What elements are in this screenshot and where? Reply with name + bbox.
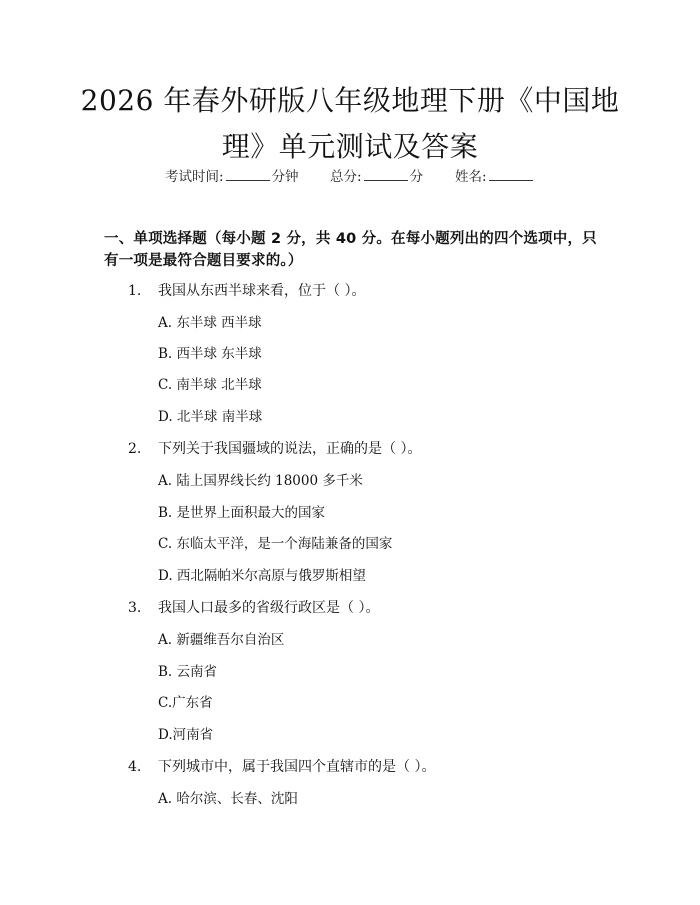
student-name-blank — [489, 166, 533, 181]
exam-time-unit: 分钟 — [271, 169, 299, 185]
exam-time-field — [165, 166, 299, 188]
q1-option-a: A. 东半球 西半球 — [158, 315, 262, 331]
q3-option-d: D.河南省 — [158, 727, 214, 743]
q1-option-b: B. 西半球 东半球 — [158, 346, 262, 362]
total-score-unit: 分 — [409, 169, 424, 185]
q4-option-a: A. 哈尔滨、长春、沈阳 — [158, 791, 298, 807]
question-text: 我国人口最多的省级行政区是（ ）。 — [158, 600, 380, 616]
student-name-field — [455, 166, 535, 188]
question-3 — [128, 597, 379, 619]
exam-time-blank — [226, 166, 270, 181]
question-text: 下列关于我国疆域的说法，正确的是（ ）。 — [158, 441, 422, 457]
question-1 — [128, 280, 365, 302]
exam-time-label: 考试时间: — [165, 169, 224, 185]
question-number: 2. — [128, 441, 142, 457]
q2-option-d: D. 西北隔帕米尔高原与俄罗斯相望 — [158, 568, 366, 584]
total-score-label: 总分: — [330, 169, 362, 185]
q1-option-d: D. 北半球 南半球 — [158, 409, 263, 425]
total-score-field — [330, 166, 423, 188]
question-number: 1. — [128, 283, 142, 299]
question-4 — [128, 756, 435, 778]
question-text: 我国从东西半球来看，位于（ ）。 — [158, 283, 366, 299]
q2-option-b: B. 是世界上面积最大的国家 — [158, 505, 326, 521]
question-text: 下列城市中，属于我国四个直辖市的是（ ）。 — [158, 759, 436, 775]
total-score-blank — [364, 166, 408, 181]
question-2 — [128, 438, 421, 460]
q1-option-c: C. 南半球 北半球 — [158, 377, 262, 393]
q2-option-c: C. 东临太平洋，是一个海陆兼备的国家 — [158, 536, 393, 552]
title-line-1: 2026 年春外研版八年级地理下册《中国地 — [80, 84, 620, 117]
q2-option-a: A. 陆上国界线长约 18000 多千米 — [158, 473, 363, 489]
q3-option-b: B. 云南省 — [158, 664, 218, 680]
student-name-label: 姓名: — [455, 169, 487, 185]
q3-option-c: C.广东省 — [158, 695, 213, 711]
question-number: 3. — [128, 600, 142, 616]
q3-option-a: A. 新疆维吾尔自治区 — [158, 632, 285, 648]
section-1-heading: 一、单项选择题（每小题 2 分，共 40 分。在每小题列出的四个选项中，只有一项是最符合题目要求的。） — [104, 231, 597, 269]
question-number: 4. — [128, 759, 142, 775]
exam-title — [80, 78, 620, 170]
title-line-2: 理》单元测试及答案 — [221, 130, 479, 163]
